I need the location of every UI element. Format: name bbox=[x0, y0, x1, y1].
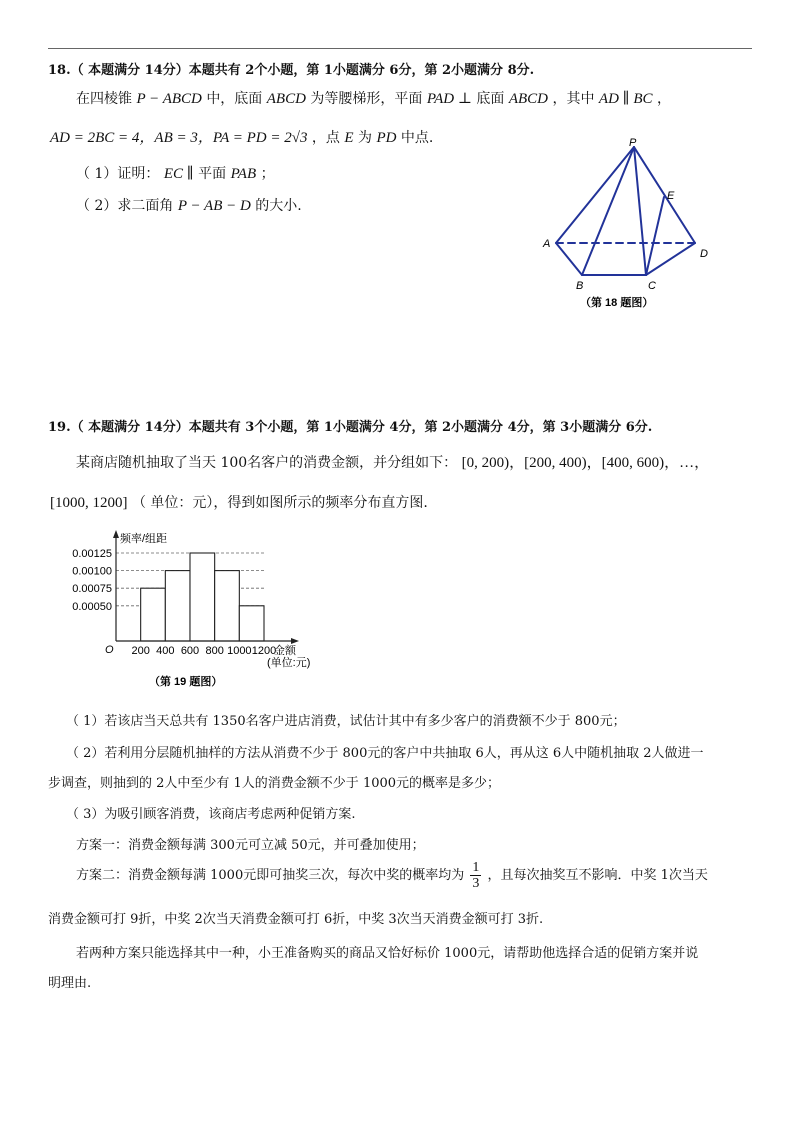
x-tick-label: 1000 bbox=[227, 645, 252, 657]
label-b: B bbox=[576, 280, 584, 292]
label-a: A bbox=[543, 238, 551, 250]
q18-part2-label: （ 2）求二面角 bbox=[76, 198, 174, 214]
q19-probability-fraction bbox=[470, 860, 481, 891]
q18-pyramid: P − ABCD bbox=[136, 91, 202, 107]
q19-plan2-text: 方案二：消费金额每满 1000元即可抽奖三次，每次中奖的概率均为 bbox=[76, 868, 465, 883]
q19-final-line1: 若两种方案只能选择其中一种，小王准备购买的商品又恰好标价 1000元，请帮助他选择合适的促销方案并说 bbox=[76, 946, 699, 961]
q19-part3: （ 3）为吸引顾客消费，该商店考虑两种促销方案. bbox=[66, 807, 356, 822]
q18-pyramid-figure bbox=[530, 135, 730, 315]
x-axis-unit: (单位:元) bbox=[267, 657, 311, 669]
x-tick-label: 800 bbox=[205, 645, 224, 657]
q18-text: 在四棱锥 bbox=[76, 91, 132, 107]
y-tick-label: 0.00075 bbox=[72, 583, 112, 596]
y-tick-label: 0.00125 bbox=[72, 548, 112, 560]
q18-part1 bbox=[76, 163, 275, 183]
q19-intro-text: 某商店随机抽取了当天 100名客户的消费金额，并分组如下： bbox=[76, 455, 458, 471]
q18-given-lengths: AD = 2BC = 4，AB = 3，PA = PD = 2√3 bbox=[50, 130, 308, 146]
histogram-bar bbox=[190, 553, 215, 641]
x-tick-label: 400 bbox=[156, 645, 175, 657]
top-rule bbox=[48, 48, 752, 49]
q19-part2-line2: 步调查，则抽到的 2人中至少有 1人的消费金额不少于 1000元的概率是多少； bbox=[48, 776, 501, 791]
q18-text: ； bbox=[260, 166, 275, 182]
q18-part1-label: （ 1）证明： bbox=[76, 166, 160, 182]
x-tick-label: 200 bbox=[131, 645, 150, 657]
q18-segment-pd: PD bbox=[376, 130, 397, 146]
q18-text: 的大小. bbox=[255, 198, 302, 214]
q19-intro-text: （ 单位：元），得到如图所示的频率分布直方图. bbox=[131, 495, 428, 511]
q18-text: 中点. bbox=[400, 130, 434, 146]
label-c: C bbox=[648, 280, 656, 292]
histogram-bar bbox=[141, 588, 166, 641]
histogram-bar bbox=[165, 571, 190, 641]
q18-part1-math: EC ∥ bbox=[163, 166, 194, 182]
fraction-denominator: 3 bbox=[472, 876, 480, 891]
q19-header: 19.（ 本题满分 14分）本题共有 3个小题，第 1小题满分 4分，第 2小题满分 4分，第 3小题满分 6分. bbox=[48, 420, 653, 435]
label-p: P bbox=[629, 137, 637, 149]
q19-plan2-line2: 消费金额可打 9折，中奖 2次当天消费金额可打 6折，中奖 3次当天消费金额可打 3折. bbox=[48, 912, 544, 927]
q18-part2-math: P − AB − D bbox=[177, 198, 251, 214]
q19-final-line2: 明理由. bbox=[48, 976, 92, 991]
q18-header: 18.（ 本题满分 14分）本题共有 2个小题，第 1小题满分 6分，第 2小题满分 8分. bbox=[48, 63, 535, 78]
origin-label: O bbox=[105, 644, 114, 656]
q18-part1-plane: PAB bbox=[230, 166, 257, 182]
x-tick-label: 600 bbox=[180, 645, 200, 657]
q18-text: ，点 bbox=[311, 130, 340, 146]
q18-line2 bbox=[50, 126, 433, 147]
q18-text: 中，底面 bbox=[206, 91, 263, 107]
q18-base: ABCD bbox=[266, 91, 306, 107]
q18-base: ABCD bbox=[508, 91, 549, 107]
q19-plan2-line1 bbox=[76, 860, 708, 891]
q18-part2 bbox=[76, 195, 302, 215]
label-d: D bbox=[700, 248, 708, 260]
q18-text: 平面 bbox=[198, 166, 227, 182]
q19-last-interval: [1000, 1200] bbox=[50, 495, 128, 511]
x-tick-label: 1200 bbox=[251, 645, 277, 657]
q18-text: ，其中 bbox=[552, 91, 595, 107]
q18-text: ， bbox=[656, 91, 671, 107]
q18-figure-caption: （第 18 题图） bbox=[580, 297, 654, 309]
q19-histogram bbox=[64, 528, 324, 690]
q19-intro-line2 bbox=[50, 492, 428, 512]
q18-parallel: AD ∥ BC bbox=[598, 91, 653, 107]
fraction-numerator: 1 bbox=[472, 860, 480, 875]
q19-intro-line1 bbox=[76, 451, 709, 472]
q19-part2-line1: （ 2）若利用分层随机抽样的方法从消费不少于 800元的客户中共抽取 6人，再从这 6人中随机抽取 2人做进一 bbox=[66, 746, 704, 761]
q19-intervals: [0, 200)，[200, 400)，[400, 600)，…， bbox=[461, 455, 710, 471]
histogram-bar bbox=[239, 606, 264, 641]
q19-plan1: 方案一：消费金额每满 300元可立减 50元，并可叠加使用； bbox=[76, 838, 425, 853]
q19-plan2-text: ，且每次抽奖互不影响．中奖 1次当天 bbox=[487, 868, 708, 883]
y-axis-arrow-icon bbox=[113, 530, 119, 538]
q18-plane: PAD ⊥ bbox=[426, 91, 472, 107]
q18-point-e: E bbox=[344, 130, 354, 146]
q18-text: 为 bbox=[357, 130, 372, 146]
label-e: E bbox=[667, 190, 675, 202]
y-tick-label: 0.00100 bbox=[72, 565, 112, 578]
q18-line1 bbox=[76, 88, 671, 108]
histogram-bar bbox=[215, 571, 240, 641]
x-axis-label: 金额 bbox=[274, 645, 296, 657]
q19-part1: （ 1）若该店当天总共有 1350名客户进店消费，试估计其中有多少客户的消费额不少于 800元； bbox=[66, 714, 626, 729]
x-axis-arrow-icon bbox=[291, 638, 299, 644]
q18-text: 底面 bbox=[476, 91, 505, 107]
q19-figure-caption: （第 19 题图） bbox=[149, 676, 223, 688]
y-axis-label: 频率/组距 bbox=[120, 533, 168, 545]
q18-text: 为等腰梯形，平面 bbox=[310, 91, 423, 107]
y-tick-label: 0.00050 bbox=[72, 600, 112, 613]
